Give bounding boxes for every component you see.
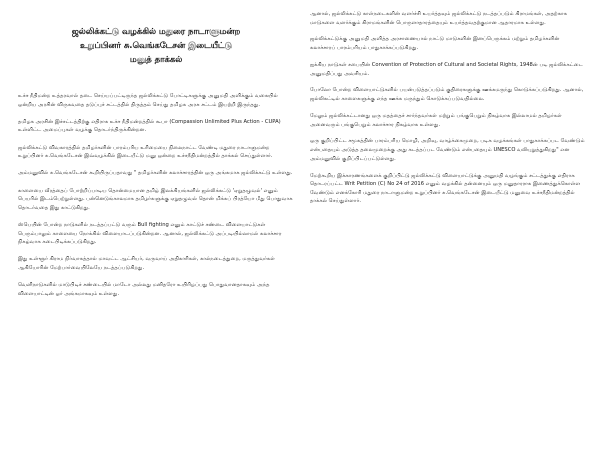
paragraph: ஐக்கிய நாடுகள் சபையின் Convention of Protection of Cultural and Societal Rights, 1948ன் படி ஜல்லிக்கட்டை அனுமதிப்பது அவசியம்.	[310, 61, 583, 77]
paragraph: ஜல்லிக்கட்டு விவகாரத்தில் தமிழர்களின் பாரம்பரிய உரிமையை நிலைநாட்ட வேண்டி மதுரை நாடாளுமன்ற உறுப்பினர் சு.வெங்கடேசன் இவ்வழக்கில் இடையீட்டு மனு ஒன்றை உச்சநீதிமன்றத்தில் தாக்கல் செய்துள்ளார்.	[18, 144, 273, 160]
paragraph: ஆனால், ஜல்லிக்கட்டு காள்நடைகளின் வளர்ச்சி உயர்த்தவும் ஜல்லிக்கட்டு நடத்தப்படும் கிராமங்கள், அதற்காக மாடுகளை வளர்க்கும் கிராமங்களின் பொருளாதாரத்தையும் உயர்த்தவதற்குமான ஆதாரமாக உள்ளது.	[310, 11, 568, 26]
paragraph: மேலும் ஜல்லிக்கட்டானது ஒரு மதத்தைச் சார்ந்தவர்கள் மற்றும் பங்குபெறும் நிகழ்வாக இல்லாமல் தமிழர்கள் அனைவரும் பங்குபெறும் கலாச்சார நிகழ்வாக உள்ளது.	[310, 112, 562, 128]
paragraph: அம்மனுவில் சு.வெங்கடேசன் கூறியிருப்பதாவது " தமிழர்களின் கலாச்சாரத்தின் ஒரு அங்கமாக ஜல்லிக்கட்டு உள்ளது.	[18, 170, 293, 177]
paragraph: உச்ச நீதிமன்ற உத்தரவால் தடை செய்யப்பட்டிருந்த ஜல்லிக்கட்டு போட்டிகளுக்கு அனுமதி அளிக்கும் வகையில் ஒன்றிய அரசின் விருகவதை தடுப்புச் சட்டத்தில் திருத்தம் செய்து தமிழக அரசு சட்டம் இயற்றி இருந்தது.	[18, 93, 278, 108]
paragraph: போலோ போன்ற விளையாட்டுகளில் பயன்படுத்தப்படும் குதிரைகளுக்கு ஊக்கமருந்து கொடுக்கப்படுகிறது. ஆனால், ஜல்லிகட்டில் காளைகளுக்கு எந்த ஊக்க மருந்தும் கொடுக்கப்படுவதில்லை.	[310, 87, 584, 103]
title-line-3: மனுத் தாக்கல்	[129, 54, 183, 64]
paragraph: ஜல்லிக்கட்டுக்கு அனுமதி அளித்த அரசாணையால் நாட்டு மாடுகளின் இனப்பெருக்கம் மற்றும் தமிழர்களின் கலாச்சாரப் பாரம்பரியம் பாதுகாக்கப்படுகிறது.	[310, 36, 560, 52]
title-line-2: உறுப்பினர் சு.வெங்கடேசன் இடையீட்டு	[79, 40, 233, 50]
paragraph: மேற்கூறிய இக்காரணங்களைக் குறிப்பிட்டு ஜல்லிக்கட்டு விளையாட்டுக்கு அனுமதி வழங்கும் சட்டத்துக்கு எதிராக தொடரப்பட்ட Writ Petition (C) No 24 of 2016 எனும் வழக்கில் தன்னையும் ஒரு மனுதாரராக இணைத்துக்கொள்ள வேண்டும் எனக்கோரி மதுரை நாடாளுமன்ற உறுப்பினர் சு.வெங்கடேசன் இடையீட்டு மனுவை உச்சநீதிமன்றத்தில் தாக்கல் செய்துள்ளார்.	[310, 172, 581, 205]
right-column	[310, 10, 586, 450]
document-title	[18, 24, 294, 66]
paragraph: காளையை வீரத்தைப் போற்றிப்பாடிய தொன்மையான தமிழ் இலக்கியங்களில் ஜல்லிக்கட்டு 'ஏறுதழுவல்' எனும் பெயரில் இடம்பெற்றுள்ளது. பன்னெடுங்காலமாக தமிழர்களுக்கு ஏறுதழுவல் தொன் மிக்கப் பிரத்யோ மீது பொதுவாக தொடர்வதை இது காட்டுகிறது.	[18, 187, 293, 211]
left-column	[18, 10, 294, 450]
paragraph: தமிழக அரசின் இச்சட்டத்திற்கு எதிராக உச்ச நீதிமன்றத்தில் கூபா (Compassion Unlimited Plus Action - CUPA) உள்ளிட்ட அமைப்புகள் வழக்கு தொடர்ந்திருக்கின்றன.	[18, 118, 281, 134]
paragraph: ஒரு குறிப்பிட்ட சமூகத்தின் பாரம்பரிய மொழி, அறிவு, வாழ்க்கைமுறை, படிக வழக்கங்கள் பாதுகாக்கப்பட வேண்டும் என்பதையும் அடுத்த தலைமுறைக்கு அது கடத்தப்பட வேண்டும் என்பதையும் UNESCO வலியுறுத்துகிறது" என அம்மனுவில் குறிப்பிடப்பட்டுள்ளது.	[310, 138, 585, 162]
paragraph: ஸ்பெயின் போன்ற நாடுகளில் நடத்தப்பட்டு வரும் Bull fighting எனும் காட்டுச் சண்டை விளையாட்டுகள் பெரும்பாலும் காளையை நோக்கில் விளையாடப்படுகின்றன. ஆனால், ஜல்லிக்கட்டு அப்படியில்லாமல் கலாச்சார நிகழ்வாக கடைபிடிக்கப்படுகிறது.	[18, 221, 282, 246]
paragraph: இது உள்ளூர் கிராம நிர்வாகத்தால் மாவட்ட ஆட்சியர், வருவாய் அதிகாரிகள், கால்நடைத்துறை, மருத்துவர்கள் ஆகியோரின் மேற்பார்வையிலேயே நடத்தப்படுகிறது.	[18, 256, 275, 271]
title-line-1: ஜல்லிக்கட்டு வழக்கில் மதுரை நாடாளுமன்ற	[71, 26, 241, 36]
paragraph: வெளிநாடுகளில் மாடுபிடிச் சண்டையில் மாடோ அல்லது மனிதரோ உயிரிழப்பது பொதுவானதாகவும் அந்த விளையாட்டின் ஓர் அங்கமாகவும் உள்ளது.	[18, 282, 270, 297]
